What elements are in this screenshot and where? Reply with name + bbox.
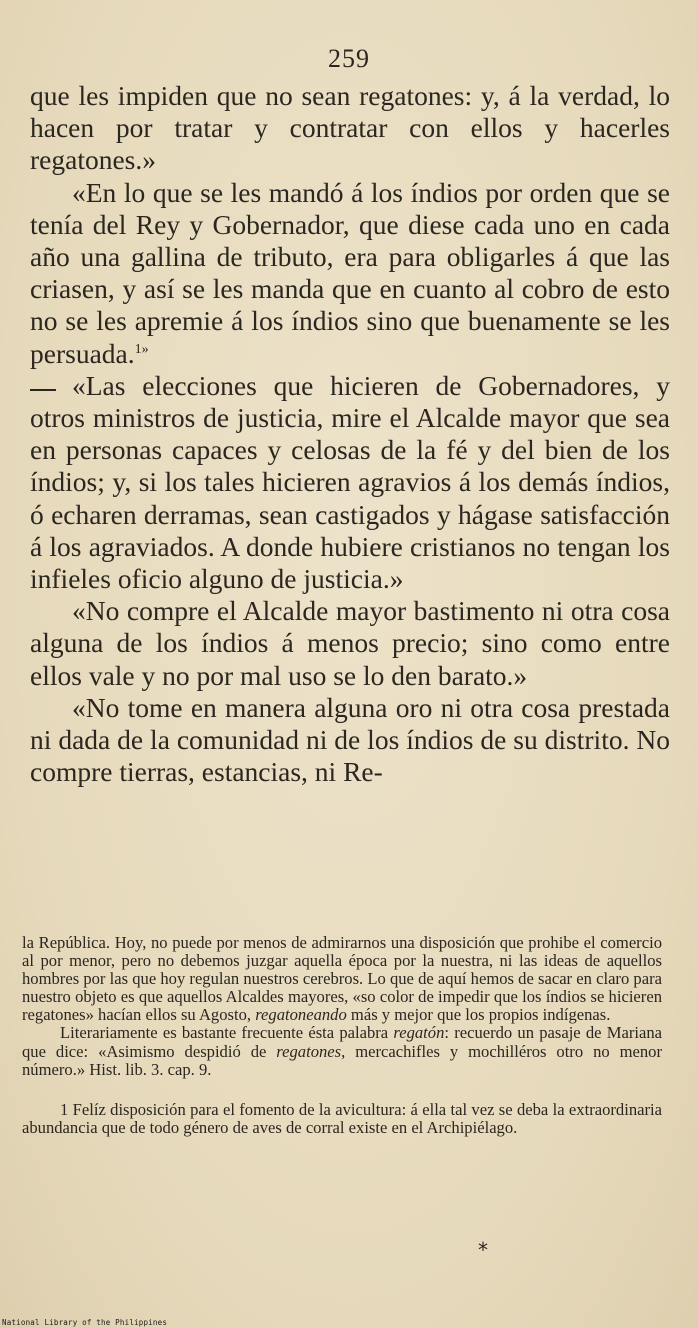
paragraph-text: «En lo que se les mandó á los índios por orden que se tenía del Rey y Gobernador, que diese cada uno en cada año una gallina de tributo, era para obligarles á que las criasen, y así se les manda que en cuanto al cobro de esto no se les apremie á los índios sino que buenamente se les persuada. <box>30 176 670 369</box>
footnote-text: , mercachifles y mochilléros otro no menor número.» Hist. lib. 3. cap. 9. <box>22 1041 662 1079</box>
footnote-text: la República. Hoy, no puede por menos de admirarnos una disposición que prohibe el comercio al por menor, pero no debemos juzgar aquella época por la nuestra, ni las ideas de aquellos hombres por las que hoy regulan nuestros cerebros. Lo que de aquí hemos de sacar en claro para nuestro objeto es que aquellos Alcaldes mayores, «so color de impedir que los índios se hicieren regatones» hacían ellos su Agosto, <box>22 933 662 1025</box>
footnote-literary <box>22 1024 662 1078</box>
footnote-italic: regatón <box>393 1023 445 1043</box>
paragraph-elecciones <box>30 370 670 595</box>
footnote-text: más y mejor que los propios indígenas. <box>350 1005 611 1025</box>
end-mark: * <box>478 1238 488 1262</box>
footnote-1: 1 Felíz disposición para el fomento de la avicultura: á ella tal vez se deba la extraordinaria abundancia que de todo género de aves de corral existe en el Archipiélago. <box>22 1099 662 1137</box>
paragraph-bastimento: «No compre el Alcalde mayor bastimento ni otra cosa alguna de los índios á menos precio; sino como entre ellos vale y no por mal uso se lo den barato.» <box>30 595 670 691</box>
paragraph-continuation: que les impiden que no sean regatones: y, á la verdad, lo hacen por tratar y contratar con ellos y hacerles regatones.» <box>30 80 670 176</box>
paragraph-oro: «No tome en manera alguna oro ni otra cosa prestada ni dada de la comunidad ni de los índios de su distrito. No compre tierras, estancias, ni Re- <box>30 691 670 788</box>
page-number: 259 <box>328 44 370 73</box>
footnote-text: Literariamente es bastante frecuente ésta palabra <box>60 1023 389 1043</box>
main-text <box>30 80 670 788</box>
footnote-text: : recuerdo un pasaje de Mariana que dice: «Asimismo despidió de <box>22 1023 663 1061</box>
footnote-italic: regatones <box>276 1041 342 1061</box>
paragraph-text: «Las elecciones que hicieren de Gobernadores, y otros ministros de justicia, mire el Alcalde mayor que sea en personas capaces y celosas de la fé y del bien de los índios; y, si los tales hicieren agravios á los demás índios, ó echaren derramas, sean castigados y hágase satisfacción á los agraviados. A donde hubiere cristianos no tengan los infieles oficio alguno de justicia.» <box>30 369 670 595</box>
footnote-ref: 1» <box>134 341 149 357</box>
library-credit: National Library of the Philippines <box>2 1318 168 1327</box>
footnotes <box>22 934 662 1137</box>
footnote-italic: regatoneando <box>255 1005 347 1025</box>
paragraph-tributo <box>30 177 670 370</box>
dash-mark <box>30 389 56 391</box>
footnote-continuation <box>22 934 662 1024</box>
